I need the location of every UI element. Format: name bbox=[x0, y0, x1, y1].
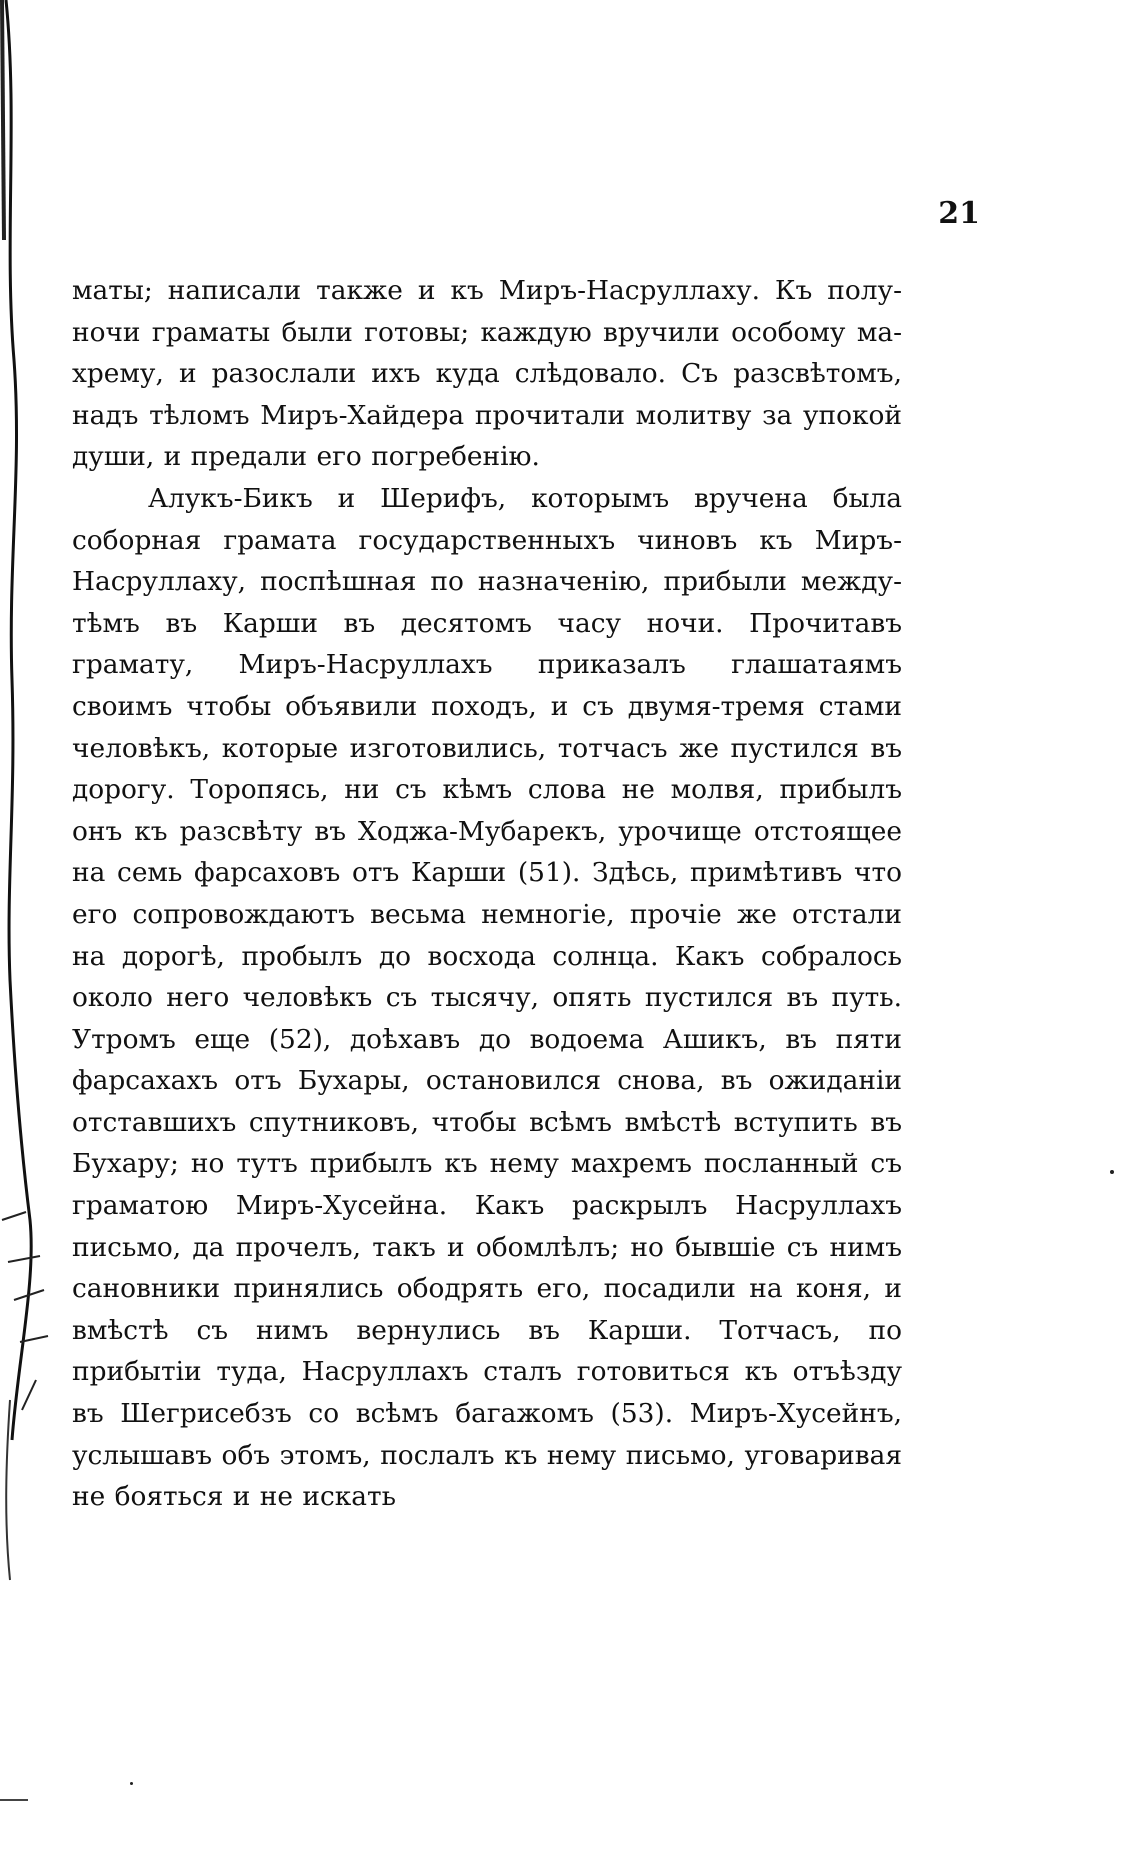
paragraph-2: Алукъ-Бикъ и Шерифъ, которымъ вручена была соборная грамата государственныхъ чиновъ къ Миръ-Насруллаху, поспѣшная по назначенію, прибыли между-тѣмъ въ Карши въ десятомъ часу ночи. Прочитавъ грамату, Миръ-Насруллахъ приказалъ глашатаямъ своимъ чтобы объявили походъ, и съ двумя-тремя стами человѣкъ, которые изготовились, тотчасъ же пустился въ дорогу. Торопясь, ни съ кѣмъ слова не молвя, прибылъ онъ къ разсвѣту въ Ходжа-Мубарекъ, урочище отстоящее на семь фарсаховъ отъ Карши (51). Здѣсь, примѣтивъ что его сопровождаютъ весьма немногіе, прочіе же отстали на дорогѣ, пробылъ до восхода солнца. Какъ собралось около него человѣкъ съ тысячу, опять пустился въ путь. Утромъ еще (52), доѣхавъ до водоема Ашикъ, въ пяти фарсахахъ отъ Бухары, остановился снова, въ ожиданіи отставшихъ спутниковъ, чтобы всѣмъ вмѣстѣ вступить въ Бухару; но тутъ прибылъ къ нему махремъ посланный съ граматою Миръ-Хусейна. Какъ раскрылъ Насруллахъ письмо, да прочелъ, такъ и обомлѣлъ; но бывшіе съ нимъ сановники принялись ободрять его, посадили на коня, и вмѣстѣ съ нимъ вернулись въ Карши. Тотчасъ, по прибытіи туда, Насруллахъ сталъ готовиться къ отъѣзду въ Шегрисебзъ со всѣмъ багажомъ (53). Миръ-Хусейнъ, услышавъ объ этомъ, послалъ къ нему письмо, уговаривая не бояться и не искать bbox=[72, 482, 902, 1513]
scan-speck bbox=[1110, 1170, 1114, 1174]
scan-edge-artifact bbox=[0, 0, 70, 1852]
body-text bbox=[72, 270, 902, 1513]
scan-speck bbox=[130, 1782, 133, 1785]
page-number: 21 bbox=[938, 196, 980, 231]
paragraph-1: маты; написали также и къ Миръ-Насруллаху. Къ полуночи граматы были готовы; каждую вручили особому махрему, и разослали ихъ куда слѣдовало. Съ разсвѣтомъ, надъ тѣломъ Миръ-Хайдера прочитали молитву за упокой души, и предали его погребенію. bbox=[72, 275, 902, 473]
